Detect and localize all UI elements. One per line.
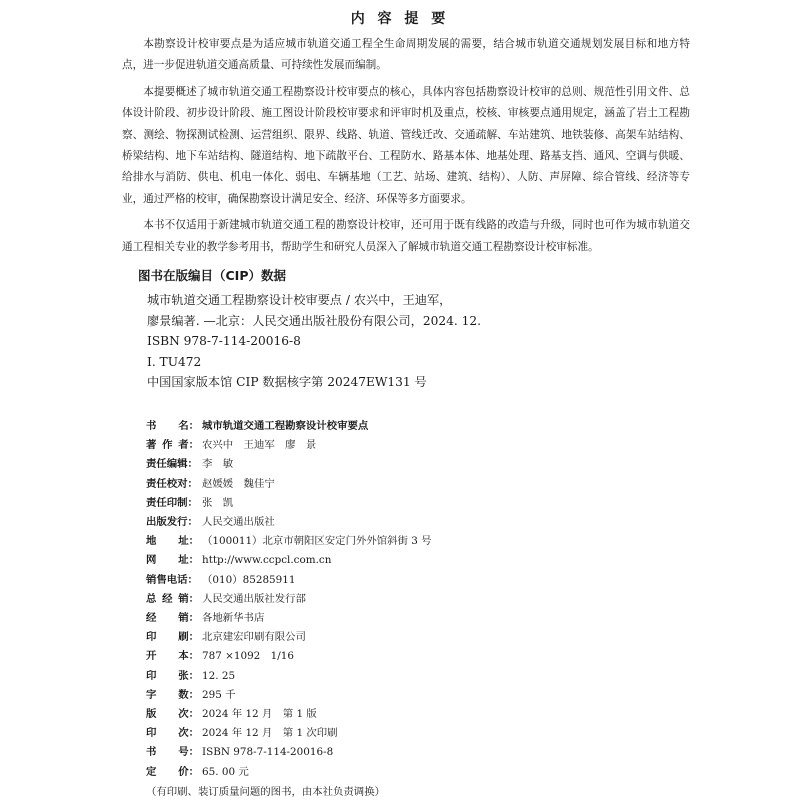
copyright-row <box>146 494 566 513</box>
copyright-label <box>146 686 199 705</box>
copyright-row <box>146 628 566 647</box>
abstract-paragraph: 本书不仅适用于新建城市轨道交通工程的勘察设计校审，还可用于既有线路的改造与升级，同时也可作为城市轨道交通工程相关专业的教学参考用书，帮助学生和研究人员深入了解城市轨道交通工程勘察设计校审标准。 <box>122 219 690 253</box>
copyright-label-part: 名： <box>178 420 199 432</box>
copyright-label-part: 销： <box>178 612 199 625</box>
copyright-label-part: 责任校对： <box>146 477 198 490</box>
copyright-label <box>146 436 199 455</box>
copyright-row <box>146 724 566 743</box>
copyright-label-part: 出版发行： <box>146 516 198 529</box>
copyright-note: （有印刷、装订质量问题的图书，由本社负责调换） <box>146 785 385 798</box>
copyright-label <box>146 551 199 570</box>
copyright-value: 人民交通出版社 <box>202 516 275 529</box>
copyright-value: 李 敏 <box>202 458 234 471</box>
copyright-row <box>146 436 566 455</box>
copyright-row <box>146 686 566 705</box>
copyright-row <box>146 417 566 436</box>
copyright-label-part: 定 <box>146 765 157 778</box>
copyright-label <box>146 667 199 686</box>
copyright-label <box>146 494 199 513</box>
copyright-row <box>146 475 566 494</box>
copyright-label <box>146 513 199 532</box>
copyright-value: （100011）北京市朝阳区安定门外外馆斜街 3 号 <box>202 535 432 548</box>
copyright-value: 2024 年 12 月 第 1 次印刷 <box>202 727 338 740</box>
copyright-value: 787 ×1092 1/16 <box>202 650 295 663</box>
page-title: 内 容 提 要 <box>350 11 450 27</box>
copyright-row <box>146 513 566 532</box>
copyright-label-part: 作 <box>162 439 173 452</box>
copyright-label <box>146 417 199 436</box>
copyright-value: （010）85285911 <box>202 573 296 586</box>
copyright-label-part: 经 <box>162 592 173 605</box>
abstract-paragraph: 本勘察设计校审要点是为适应城市轨道交通工程全生命周期发展的需要，结合城市轨道交通规划发展目标和地方特点，进一步促进轨道交通高质量、可持续性发展而编制。 <box>122 38 690 72</box>
copyright-label-part: 刷： <box>178 631 199 644</box>
copyright-value: 张 凯 <box>202 496 234 509</box>
copyright-label <box>146 590 199 609</box>
copyright-label <box>146 532 199 551</box>
copyright-label-part: 印 <box>146 669 157 682</box>
copyright-label-part: 号： <box>178 746 199 759</box>
copyright-value: 赵媛媛 魏佳宁 <box>202 477 275 490</box>
copyright-label-part: 责任印制： <box>146 496 198 509</box>
copyright-value: 北京建宏印刷有限公司 <box>202 631 306 644</box>
copyright-info <box>146 417 566 802</box>
copyright-value: ISBN 978-7-114-20016-8 <box>202 746 334 759</box>
copyright-row <box>146 763 566 782</box>
copyright-label-part: 本： <box>178 650 199 663</box>
copyright-label-part: 张： <box>178 669 199 682</box>
copyright-label-part: 字 <box>146 688 157 701</box>
copyright-label-part: 开 <box>146 650 157 663</box>
copyright-row <box>146 455 566 474</box>
copyright-label-part: 书 <box>146 746 157 759</box>
copyright-label-part: 经 <box>146 612 157 625</box>
copyright-label <box>146 647 199 666</box>
copyright-value: 各地新华书店 <box>202 612 265 625</box>
abstract-paragraph: 本提要概述了城市轨道交通工程勘察设计校审要点的核心，具体内容包括勘察设计校审的总则、规范性引用文件、总体设计阶段、初步设计阶段、施工图设计阶段校审要求和评审时机及重点，校核、审核要点通用规定，涵盖了岩土工程勘察、测绘、物探测试检测、运营组织、限界、线路、轨道、管线迁改、交通疏解、车站建筑、地铁装修、高架车站结构、桥梁结构、地下车站结构、隧道结构、地下疏散平台、工程防水、路基本体、地基处理、路基支挡、通风、空调与供暖、给排水与消防、供电、机电一体化、弱电、车辆基地（工艺、站场、建筑、结构）、人防、声屏障、综合管线、经济等专业，通过严格的校审，确保勘察设计满足安全、经济、环保等多方面要求。 <box>122 85 690 205</box>
copyright-row <box>146 647 566 666</box>
copyright-label-part: 次： <box>178 727 199 740</box>
copyright-row <box>146 743 566 762</box>
copyright-label <box>146 628 199 647</box>
copyright-row <box>146 532 566 551</box>
cip-line: ISBN 978-7-114-20016-8 <box>147 334 301 349</box>
cip-block <box>147 290 667 393</box>
cip-heading: 图书在版编目（CIP）数据 <box>138 268 286 283</box>
copyright-row <box>146 609 566 628</box>
copyright-label <box>146 609 199 628</box>
cip-line: 廖景编著. —北京：人民交通出版社股份有限公司，2024. 12. <box>147 313 482 328</box>
copyright-row <box>146 571 566 590</box>
copyright-value: 城市轨道交通工程勘察设计校审要点 <box>202 420 369 432</box>
copyright-label <box>146 455 199 474</box>
copyright-value: 295 千 <box>202 688 236 701</box>
copyright-label-part: 责任编辑： <box>146 458 198 471</box>
copyright-label <box>146 705 199 724</box>
copyright-value: 农兴中 王迪军 廖 景 <box>202 439 317 452</box>
copyright-label <box>146 571 199 590</box>
copyright-label-part: 者： <box>178 439 199 452</box>
copyright-label-part: 址： <box>178 554 199 567</box>
copyright-label-part: 销： <box>178 592 199 605</box>
copyright-label-part: 印 <box>146 727 157 740</box>
copyright-label-part: 版 <box>146 708 157 721</box>
copyright-row <box>146 705 566 724</box>
copyright-label-part: 地 <box>146 535 157 548</box>
copyright-label-part: 数： <box>178 688 199 701</box>
copyright-label-part: 书 <box>146 420 157 432</box>
copyright-label <box>146 724 199 743</box>
copyright-value: 人民交通出版社发行部 <box>202 592 306 605</box>
copyright-label <box>146 763 199 782</box>
copyright-value: http://www.ccpcl.com.cn <box>202 554 332 567</box>
cip-line: Ⅰ. TU472 <box>147 354 202 369</box>
copyright-label-part: 网 <box>146 554 157 567</box>
copyright-label <box>146 475 199 494</box>
copyright-label <box>146 743 199 762</box>
copyright-value: 12. 25 <box>202 669 236 682</box>
copyright-label-part: 总 <box>146 592 157 605</box>
copyright-label-part: 著 <box>146 439 157 452</box>
copyright-label-part: 销售电话： <box>146 573 198 586</box>
copyright-row <box>146 667 566 686</box>
abstract-section <box>122 34 690 263</box>
cip-line: 中国国家版本馆 CIP 数据核字第 20247EW131 号 <box>147 375 427 390</box>
copyright-label-part: 印 <box>146 631 157 644</box>
copyright-row <box>146 590 566 609</box>
copyright-label-part: 址： <box>178 535 199 548</box>
copyright-value: 65. 00 元 <box>202 765 249 778</box>
copyright-value: 2024 年 12 月 第 1 版 <box>202 708 317 721</box>
copyright-label-part: 价： <box>178 765 199 778</box>
cip-line: 城市轨道交通工程勘察设计校审要点 / 农兴中，王迪军， <box>147 293 452 307</box>
copyright-label-part: 次： <box>178 708 199 721</box>
copyright-row <box>146 551 566 570</box>
